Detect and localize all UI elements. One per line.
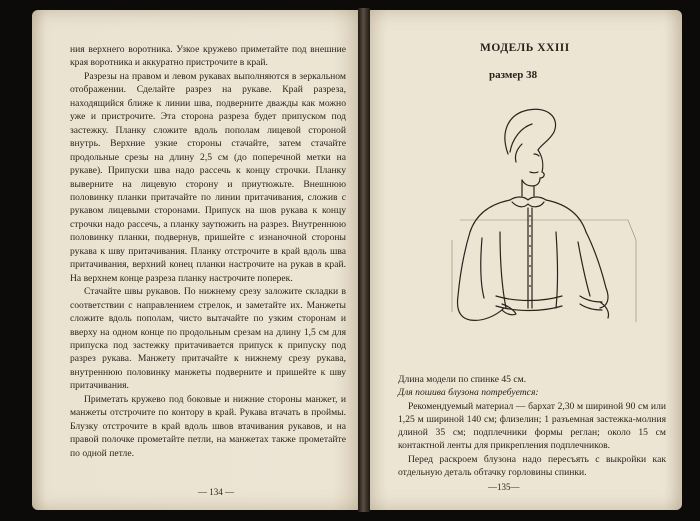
cutting-note: Перед раскроем блузона надо пересъять с выкройки как отдельную деталь обтачку горловины спинки. (398, 453, 666, 479)
page-number-left: — 134 — (198, 487, 234, 497)
paragraph: Стачайте швы рукавов. По нижнему срезу заложите складки в соответствии с направлением стрелок, и заметайте их. Манжеты сложите вдоль пополам, чисто вытачайте по узким сторонам и вверху на одном конце по продольным срезам на длину 1,5 см для припуска под застежку притачивается припуск к припуску под разрез рукава. Манжету притачайте к нижнему срезу рукава, внутреннюю половинку манжеты подверните и пришейте к шву притачивания. (70, 286, 346, 392)
paragraph: Приметать кружево под боковые и нижние стороны манжет, и манжеты отстрочите по контору в край. Рукава втачать в проймы. Блузку отстрочите в край вдоль швов втачивания рукавов, и на правой полочке прометайте петли, на манжетах также прометайте по одной петле. (70, 393, 346, 459)
model-title: МОДЕЛЬ XXIII (480, 42, 570, 54)
blouse-model-illustration (430, 92, 680, 382)
left-page-text (70, 43, 346, 460)
materials-heading: Для пошива блузона потребуется: (398, 387, 539, 399)
model-length: Длина модели по спинке 45 см. (398, 374, 527, 385)
materials-text: Рекомендуемый материал — бархат 2,30 м шириной 90 см или 1,25 м шириной 140 см; флизелин; 1 разъемная застежка-молния длиной 35 см; подплечники формы реглан; около 15 см контактной ленты для прикрепления подплечников. (398, 400, 666, 452)
size-label: размер 38 (489, 69, 538, 81)
book-gutter (358, 8, 370, 512)
right-page-text (398, 373, 666, 479)
paragraph: Разрезы на правом и левом рукавах выполняются в зеркальном отображении. Сделайте разрез на рукаве. Край разреза, находящийся ближе к линии шва, подверните дважды как можно уже и пристрочите. Эта сторона разреза будет припуском под застежку. Планку сложите вдоль пополам лицевой стороной внутрь. Верхние узкие стороны стачайте, затем стачайте продольные срезы на длину 2,5 см (до поперечной метки на рукаве). Припуски шва надо рассечь к концу строчки. Планку выверните на лицевую сторону и приутюжьте. Внешнюю половинку планки притачайте по линии притачивания, сложив с рукавом лицевыми сторонами. Припуск на шов рукава к концу строчки надо рассечь, а планку заутюжить на разрез. Внутреннюю половинку планки, подвернув, пришейте с изнаночной стороны рукава к шву притачивания. Планку отстрочите в край вдоль шва притачивания, верхний конец планки настрочите на рукав в край. На верхнем конце разреза планку настрочите поперек. (70, 70, 346, 284)
paragraph: ния верхнего воротника. Узкое кружево приметайте под внешние края воротника и аккуратно пристрочите в край. (70, 44, 346, 69)
page-number-right: —135— (488, 482, 520, 492)
